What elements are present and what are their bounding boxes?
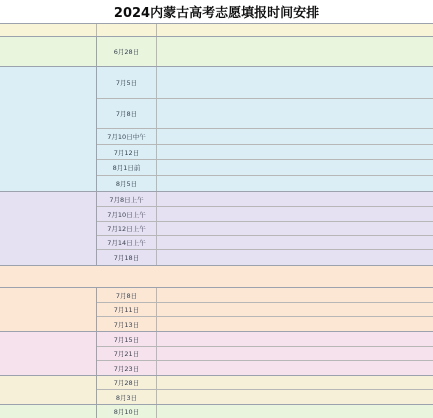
section-name [0,376,97,404]
table-row [97,160,433,176]
row-desc [157,129,433,144]
section-name [0,192,97,265]
table-row [97,303,433,317]
row-desc [157,192,433,206]
table-row [97,317,433,331]
row-desc [157,207,433,221]
section-4 [0,288,433,332]
row-desc [157,160,433,175]
row-date: 7月13日 [97,317,157,331]
row-desc [157,176,433,191]
table-row [97,222,433,236]
row-date: 7月14日上午 [97,236,157,249]
row-date: 7月8日 [97,99,157,128]
table-row [97,192,433,207]
section-3 [0,192,433,266]
table-row [97,236,433,250]
row-desc [157,376,433,389]
section-2 [0,67,433,192]
table-row [97,176,433,191]
table-row [97,145,433,160]
row-date: 7月15日 [97,332,157,346]
table-row [97,405,433,418]
table-row [97,37,433,66]
row-date: 7月23日 [97,361,157,375]
row-date: 7月12日 [97,145,157,159]
row-desc [157,99,433,128]
section-name [0,405,97,418]
table-row [97,332,433,347]
header-col-3 [157,24,433,36]
row-desc [157,236,433,249]
row-date: 7月18日 [97,250,157,265]
row-date: 7月12日上午 [97,222,157,235]
row-date: 8月10日 [97,405,157,418]
row-date: 7月5日 [97,67,157,98]
row-desc [157,361,433,375]
row-date: 7月8日 [97,288,157,302]
row-date: 7月28日 [97,376,157,389]
table-row [97,99,433,129]
page-title: 2024内蒙古高考志愿填报时间安排 [0,0,433,24]
section-5 [0,332,433,376]
section-name [0,37,97,66]
row-desc [157,317,433,331]
table-row [97,67,433,99]
row-date: 7月10日中午 [97,129,157,144]
section-7 [0,405,433,418]
row-date: 6月28日 [97,37,157,66]
section-name [0,332,97,375]
row-desc [157,390,433,404]
row-desc [157,347,433,360]
header-col-2 [97,24,157,36]
header-col-1 [0,24,97,36]
row-date: 7月11日 [97,303,157,316]
row-desc [157,288,433,302]
table-row [97,347,433,361]
row-desc [157,303,433,316]
table-row [97,361,433,375]
row-desc [157,332,433,346]
table-row [97,288,433,303]
table-row [97,250,433,265]
row-desc [157,250,433,265]
row-date: 7月10日上午 [97,207,157,221]
table-row [97,376,433,390]
table-header [0,24,433,37]
row-date: 8月5日 [97,176,157,191]
section-6 [0,376,433,405]
section-name [0,288,97,331]
row-date: 7月21日 [97,347,157,360]
table-row [97,390,433,404]
row-date: 7月8日上午 [97,192,157,206]
row-desc [157,37,433,66]
table-row [97,207,433,222]
row-desc [157,67,433,98]
section-1 [0,37,433,67]
row-desc [157,222,433,235]
row-date: 8月1日前 [97,160,157,175]
row-desc [157,405,433,418]
section-divider [0,266,433,288]
table-row [97,129,433,145]
row-date: 8月3日 [97,390,157,404]
row-desc [157,145,433,159]
section-name [0,67,97,191]
